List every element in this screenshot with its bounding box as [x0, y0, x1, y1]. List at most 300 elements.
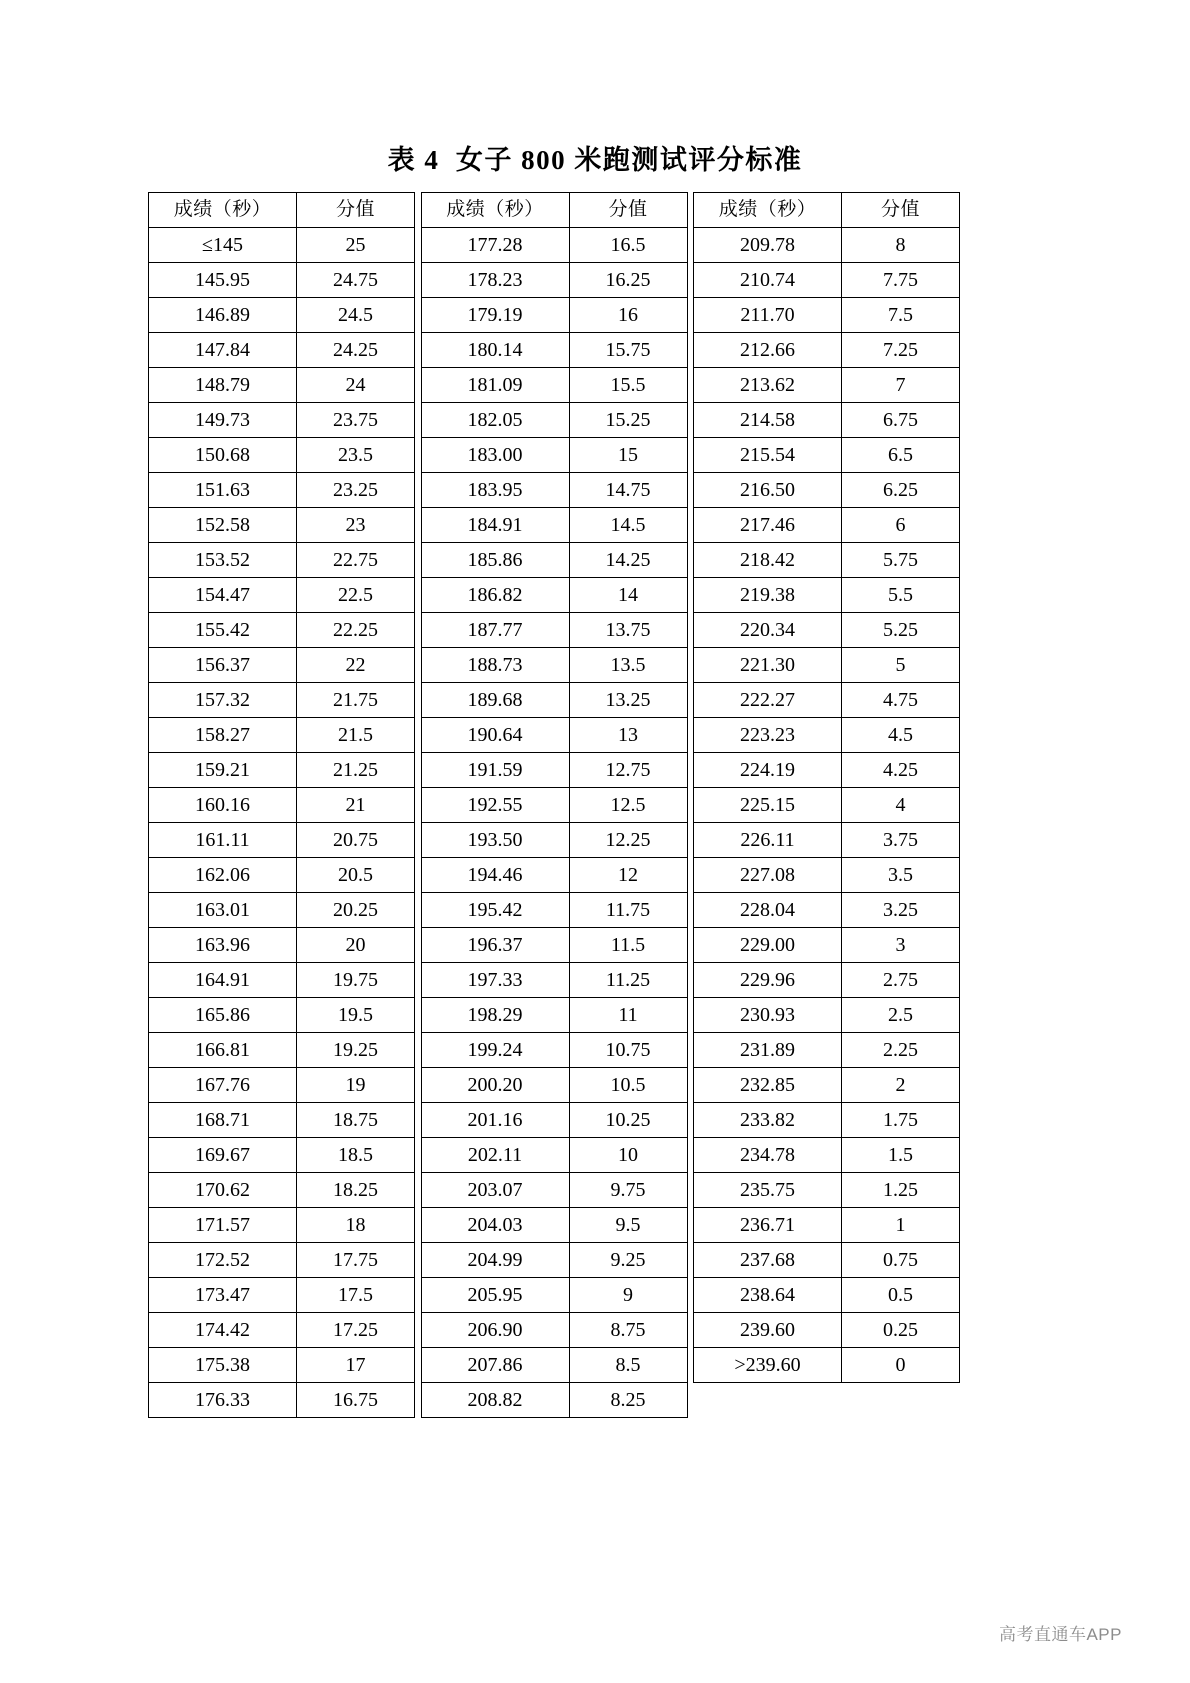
table-row [149, 1103, 415, 1138]
cell-time: 177.28 [421, 228, 569, 263]
table-row [421, 1348, 687, 1383]
cell-time: 168.71 [149, 1103, 297, 1138]
column-header-time: 成绩（秒） [149, 193, 297, 228]
cell-score: 11 [569, 998, 687, 1033]
cell-score: 22 [297, 648, 415, 683]
table-row [421, 403, 687, 438]
cell-score: 7 [842, 368, 960, 403]
table-row [149, 228, 415, 263]
cell-score: 20.75 [297, 823, 415, 858]
cell-score: 6.75 [842, 403, 960, 438]
cell-score: 8 [842, 228, 960, 263]
cell-time: 207.86 [421, 1348, 569, 1383]
table-row [149, 508, 415, 543]
table-row [421, 963, 687, 998]
cell-score: 6.5 [842, 438, 960, 473]
cell-score: 21 [297, 788, 415, 823]
cell-time: 238.64 [694, 1278, 842, 1313]
cell-time: 171.57 [149, 1208, 297, 1243]
cell-score: 7.5 [842, 298, 960, 333]
cell-time: 224.19 [694, 753, 842, 788]
table-row [149, 1068, 415, 1103]
cell-time: 165.86 [149, 998, 297, 1033]
cell-time: 221.30 [694, 648, 842, 683]
table-row [421, 1173, 687, 1208]
table-header-row [421, 193, 687, 228]
cell-score: 5 [842, 648, 960, 683]
column-header-score: 分值 [569, 193, 687, 228]
table-row [421, 263, 687, 298]
cell-score: 25 [297, 228, 415, 263]
table-row [149, 473, 415, 508]
cell-time: 183.00 [421, 438, 569, 473]
cell-score: 7.75 [842, 263, 960, 298]
cell-time: 213.62 [694, 368, 842, 403]
cell-score: 6 [842, 508, 960, 543]
cell-time: 220.34 [694, 613, 842, 648]
table-row [694, 1033, 960, 1068]
cell-score: 20.25 [297, 893, 415, 928]
table-row [694, 1103, 960, 1138]
table-row [421, 858, 687, 893]
table-row [149, 858, 415, 893]
cell-time: 184.91 [421, 508, 569, 543]
cell-score: 23.75 [297, 403, 415, 438]
cell-score: 12.5 [569, 788, 687, 823]
cell-score: 2 [842, 1068, 960, 1103]
table-row [694, 1243, 960, 1278]
table-row [149, 613, 415, 648]
table-row [149, 753, 415, 788]
table-row [421, 578, 687, 613]
cell-score: 3 [842, 928, 960, 963]
cell-time: 236.71 [694, 1208, 842, 1243]
table-row [694, 1278, 960, 1313]
cell-time: 147.84 [149, 333, 297, 368]
cell-score: 3.25 [842, 893, 960, 928]
cell-score: 1.5 [842, 1138, 960, 1173]
cell-time: 239.60 [694, 1313, 842, 1348]
cell-score: 2.75 [842, 963, 960, 998]
table-row [694, 788, 960, 823]
cell-time: 173.47 [149, 1278, 297, 1313]
table-row [694, 963, 960, 998]
table-row [149, 718, 415, 753]
cell-score: 4.25 [842, 753, 960, 788]
cell-score: 2.5 [842, 998, 960, 1033]
cell-time: 157.32 [149, 683, 297, 718]
table-row [694, 753, 960, 788]
cell-time: 233.82 [694, 1103, 842, 1138]
cell-time: 178.23 [421, 263, 569, 298]
cell-time: 201.16 [421, 1103, 569, 1138]
cell-time: 160.16 [149, 788, 297, 823]
cell-score: 0 [842, 1348, 960, 1383]
table-row [694, 998, 960, 1033]
table-row [694, 298, 960, 333]
cell-score: 2.25 [842, 1033, 960, 1068]
cell-score: 16.25 [569, 263, 687, 298]
cell-time: 218.42 [694, 543, 842, 578]
table-row [421, 1138, 687, 1173]
cell-time: 230.93 [694, 998, 842, 1033]
cell-score: 19.75 [297, 963, 415, 998]
cell-time: >239.60 [694, 1348, 842, 1383]
score-tables-container [148, 192, 960, 1418]
cell-time: 167.76 [149, 1068, 297, 1103]
table-row [149, 298, 415, 333]
table-row [421, 1103, 687, 1138]
cell-time: 199.24 [421, 1033, 569, 1068]
cell-time: 193.50 [421, 823, 569, 858]
cell-score: 18.5 [297, 1138, 415, 1173]
table-row [694, 1173, 960, 1208]
cell-time: 183.95 [421, 473, 569, 508]
table-header-row [149, 193, 415, 228]
cell-time: 148.79 [149, 368, 297, 403]
table-row [149, 1313, 415, 1348]
cell-time: 158.27 [149, 718, 297, 753]
table-row [421, 508, 687, 543]
table-row [421, 298, 687, 333]
cell-score: 9.75 [569, 1173, 687, 1208]
cell-time: 222.27 [694, 683, 842, 718]
column-header-time: 成绩（秒） [421, 193, 569, 228]
table-row [149, 263, 415, 298]
table-header-row [694, 193, 960, 228]
cell-time: 214.58 [694, 403, 842, 438]
cell-time: 174.42 [149, 1313, 297, 1348]
table-row [149, 578, 415, 613]
cell-time: 228.04 [694, 893, 842, 928]
cell-time: 205.95 [421, 1278, 569, 1313]
cell-score: 11.25 [569, 963, 687, 998]
cell-time: 211.70 [694, 298, 842, 333]
cell-score: 1.75 [842, 1103, 960, 1138]
cell-score: 1.25 [842, 1173, 960, 1208]
cell-score: 1 [842, 1208, 960, 1243]
table-row [421, 543, 687, 578]
table-row [421, 998, 687, 1033]
cell-time: 206.90 [421, 1313, 569, 1348]
cell-score: 7.25 [842, 333, 960, 368]
cell-score: 0.25 [842, 1313, 960, 1348]
table-row [421, 823, 687, 858]
cell-time: 196.37 [421, 928, 569, 963]
cell-time: 202.11 [421, 1138, 569, 1173]
table-row [694, 508, 960, 543]
cell-time: 204.99 [421, 1243, 569, 1278]
cell-time: 200.20 [421, 1068, 569, 1103]
table-row [694, 1208, 960, 1243]
cell-score: 0.5 [842, 1278, 960, 1313]
cell-time: 149.73 [149, 403, 297, 438]
column-header-score: 分值 [842, 193, 960, 228]
cell-time: 187.77 [421, 613, 569, 648]
cell-time: 225.15 [694, 788, 842, 823]
cell-score: 24.75 [297, 263, 415, 298]
cell-score: 4.75 [842, 683, 960, 718]
cell-score: 21.25 [297, 753, 415, 788]
table-row [421, 368, 687, 403]
table-row [149, 648, 415, 683]
cell-time: 219.38 [694, 578, 842, 613]
cell-score: 23.25 [297, 473, 415, 508]
table-row [694, 263, 960, 298]
table-row [694, 823, 960, 858]
cell-time: 182.05 [421, 403, 569, 438]
cell-score: 17.75 [297, 1243, 415, 1278]
cell-time: 198.29 [421, 998, 569, 1033]
table-row [149, 403, 415, 438]
cell-score: 20.5 [297, 858, 415, 893]
cell-time: 156.37 [149, 648, 297, 683]
cell-time: 209.78 [694, 228, 842, 263]
cell-time: 210.74 [694, 263, 842, 298]
column-header-score: 分值 [297, 193, 415, 228]
table-row [694, 543, 960, 578]
cell-time: 175.38 [149, 1348, 297, 1383]
cell-score: 24 [297, 368, 415, 403]
table-row [421, 1068, 687, 1103]
cell-time: 164.91 [149, 963, 297, 998]
cell-score: 4 [842, 788, 960, 823]
cell-time: 159.21 [149, 753, 297, 788]
cell-score: 17.5 [297, 1278, 415, 1313]
cell-time: 161.11 [149, 823, 297, 858]
cell-score: 5.5 [842, 578, 960, 613]
table-row [149, 893, 415, 928]
score-table-2 [421, 192, 688, 1418]
cell-time: 197.33 [421, 963, 569, 998]
table-row [149, 928, 415, 963]
cell-time: 212.66 [694, 333, 842, 368]
table-row [421, 893, 687, 928]
table-row [149, 823, 415, 858]
cell-score: 9 [569, 1278, 687, 1313]
table-row [149, 543, 415, 578]
cell-score: 23.5 [297, 438, 415, 473]
table-row [149, 333, 415, 368]
cell-score: 8.25 [569, 1383, 687, 1418]
table-row [149, 1208, 415, 1243]
cell-score: 8.75 [569, 1313, 687, 1348]
cell-time: 223.23 [694, 718, 842, 753]
cell-time: 189.68 [421, 683, 569, 718]
table-row [694, 858, 960, 893]
table-row [149, 1033, 415, 1068]
cell-time: 155.42 [149, 613, 297, 648]
cell-time: 146.89 [149, 298, 297, 333]
table-row [421, 1033, 687, 1068]
table-row [694, 893, 960, 928]
cell-time: 208.82 [421, 1383, 569, 1418]
cell-score: 9.25 [569, 1243, 687, 1278]
table-row [694, 578, 960, 613]
cell-score: 15.75 [569, 333, 687, 368]
cell-time: 231.89 [694, 1033, 842, 1068]
table-row [694, 368, 960, 403]
cell-score: 22.5 [297, 578, 415, 613]
table-row [149, 998, 415, 1033]
table-row [694, 1068, 960, 1103]
cell-time: 145.95 [149, 263, 297, 298]
table-row [149, 683, 415, 718]
table-row [694, 473, 960, 508]
cell-time: 229.00 [694, 928, 842, 963]
table-row [694, 613, 960, 648]
cell-score: 8.5 [569, 1348, 687, 1383]
cell-score: 20 [297, 928, 415, 963]
table-row [694, 683, 960, 718]
table-row [421, 1208, 687, 1243]
table-row [694, 648, 960, 683]
cell-score: 16.75 [297, 1383, 415, 1418]
cell-score: 19 [297, 1068, 415, 1103]
table-row [421, 1383, 687, 1418]
cell-time: 195.42 [421, 893, 569, 928]
cell-time: 217.46 [694, 508, 842, 543]
table-row [421, 1243, 687, 1278]
cell-score: 4.5 [842, 718, 960, 753]
table-row [421, 333, 687, 368]
table-row [421, 788, 687, 823]
cell-time: 194.46 [421, 858, 569, 893]
cell-score: 15 [569, 438, 687, 473]
cell-time: 234.78 [694, 1138, 842, 1173]
cell-time: 151.63 [149, 473, 297, 508]
cell-time: 190.64 [421, 718, 569, 753]
cell-score: 0.75 [842, 1243, 960, 1278]
cell-time: 232.85 [694, 1068, 842, 1103]
cell-time: ≤145 [149, 228, 297, 263]
cell-time: 154.47 [149, 578, 297, 613]
cell-score: 10.5 [569, 1068, 687, 1103]
cell-score: 11.5 [569, 928, 687, 963]
cell-score: 14.25 [569, 543, 687, 578]
cell-time: 192.55 [421, 788, 569, 823]
cell-time: 152.58 [149, 508, 297, 543]
table-row [149, 1348, 415, 1383]
cell-time: 227.08 [694, 858, 842, 893]
table-row [149, 438, 415, 473]
table-row [421, 648, 687, 683]
table-row [149, 1383, 415, 1418]
cell-score: 10.25 [569, 1103, 687, 1138]
table-row [421, 928, 687, 963]
cell-score: 14 [569, 578, 687, 613]
cell-score: 23 [297, 508, 415, 543]
cell-score: 3.5 [842, 858, 960, 893]
column-header-time: 成绩（秒） [694, 193, 842, 228]
cell-score: 13.75 [569, 613, 687, 648]
cell-time: 163.01 [149, 893, 297, 928]
cell-score: 11.75 [569, 893, 687, 928]
cell-score: 22.25 [297, 613, 415, 648]
table-row [694, 228, 960, 263]
table-row [421, 1313, 687, 1348]
cell-score: 21.5 [297, 718, 415, 753]
cell-score: 19.5 [297, 998, 415, 1033]
table-row [421, 438, 687, 473]
table-row [694, 718, 960, 753]
table-row [149, 1243, 415, 1278]
cell-score: 18.75 [297, 1103, 415, 1138]
cell-score: 24.5 [297, 298, 415, 333]
cell-time: 186.82 [421, 578, 569, 613]
table-row [694, 1348, 960, 1383]
cell-time: 176.33 [149, 1383, 297, 1418]
cell-score: 22.75 [297, 543, 415, 578]
table-row [421, 1278, 687, 1313]
cell-score: 6.25 [842, 473, 960, 508]
cell-time: 153.52 [149, 543, 297, 578]
cell-score: 13.5 [569, 648, 687, 683]
cell-time: 237.68 [694, 1243, 842, 1278]
cell-time: 166.81 [149, 1033, 297, 1068]
cell-time: 188.73 [421, 648, 569, 683]
cell-time: 185.86 [421, 543, 569, 578]
table-row [421, 473, 687, 508]
cell-score: 16.5 [569, 228, 687, 263]
cell-time: 163.96 [149, 928, 297, 963]
page-title: 表 4 女子 800 米跑测试评分标准 [387, 145, 803, 175]
cell-score: 21.75 [297, 683, 415, 718]
cell-time: 162.06 [149, 858, 297, 893]
table-row [421, 683, 687, 718]
cell-time: 203.07 [421, 1173, 569, 1208]
cell-time: 180.14 [421, 333, 569, 368]
cell-score: 10 [569, 1138, 687, 1173]
cell-score: 12.75 [569, 753, 687, 788]
score-table-3 [693, 192, 960, 1383]
cell-time: 181.09 [421, 368, 569, 403]
table-row [694, 438, 960, 473]
cell-score: 18.25 [297, 1173, 415, 1208]
cell-time: 191.59 [421, 753, 569, 788]
cell-time: 179.19 [421, 298, 569, 333]
cell-score: 24.25 [297, 333, 415, 368]
cell-score: 12.25 [569, 823, 687, 858]
table-row [149, 1138, 415, 1173]
table-row [149, 1278, 415, 1313]
cell-time: 215.54 [694, 438, 842, 473]
cell-score: 9.5 [569, 1208, 687, 1243]
cell-score: 14.75 [569, 473, 687, 508]
cell-score: 14.5 [569, 508, 687, 543]
cell-time: 172.52 [149, 1243, 297, 1278]
cell-score: 15.5 [569, 368, 687, 403]
table-row [694, 403, 960, 438]
cell-score: 12 [569, 858, 687, 893]
score-table-1 [148, 192, 415, 1418]
cell-score: 15.25 [569, 403, 687, 438]
cell-score: 18 [297, 1208, 415, 1243]
cell-score: 10.75 [569, 1033, 687, 1068]
table-row [149, 963, 415, 998]
table-row [149, 1173, 415, 1208]
cell-score: 16 [569, 298, 687, 333]
cell-score: 5.75 [842, 543, 960, 578]
cell-score: 17 [297, 1348, 415, 1383]
cell-time: 169.67 [149, 1138, 297, 1173]
table-row [421, 228, 687, 263]
cell-time: 229.96 [694, 963, 842, 998]
cell-score: 5.25 [842, 613, 960, 648]
cell-time: 170.62 [149, 1173, 297, 1208]
table-row [421, 718, 687, 753]
cell-score: 17.25 [297, 1313, 415, 1348]
